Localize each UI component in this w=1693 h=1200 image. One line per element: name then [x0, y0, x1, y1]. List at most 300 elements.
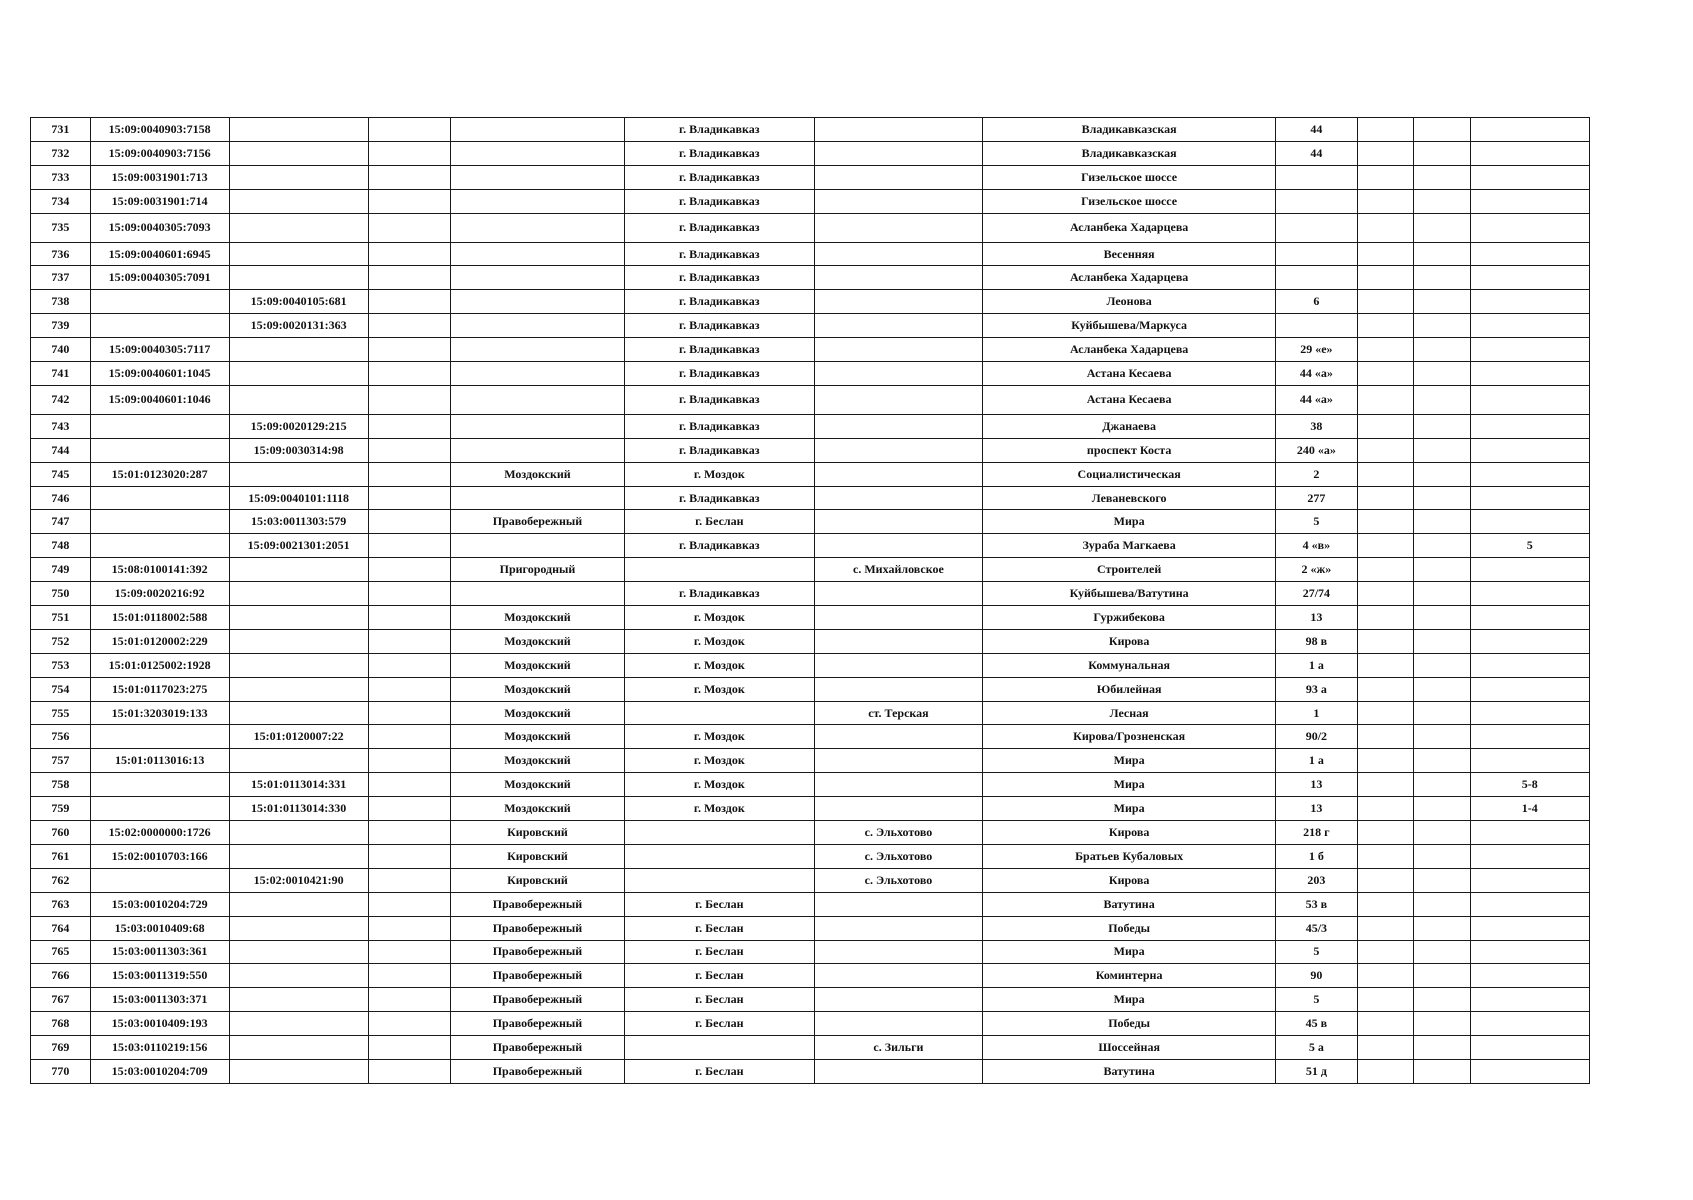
empty-cell [1357, 749, 1413, 773]
city-cell: г. Владикавказ [624, 118, 814, 142]
empty-cell [1414, 868, 1470, 892]
row-number: 754 [31, 677, 91, 701]
empty-cell [1357, 385, 1413, 414]
street-cell: Коминтерна [983, 964, 1276, 988]
table-row [31, 385, 1590, 414]
empty-cell [368, 582, 451, 606]
empty-cell [1414, 844, 1470, 868]
house-number-cell [1276, 242, 1357, 266]
district-cell [451, 189, 625, 213]
city-cell: г. Владикавказ [624, 414, 814, 438]
row-number: 765 [31, 940, 91, 964]
row-number: 732 [31, 141, 91, 165]
village-cell [814, 988, 982, 1012]
street-cell: Ватутина [983, 1059, 1276, 1083]
empty-cell [1357, 868, 1413, 892]
apartment-cell [1470, 558, 1589, 582]
city-cell [624, 821, 814, 845]
table-row [31, 773, 1590, 797]
cadastral-number: 15:09:0040903:7156 [90, 141, 229, 165]
cadastral-number-alt: 15:03:0011303:579 [229, 510, 368, 534]
cadastral-number-alt: 15:09:0020131:363 [229, 314, 368, 338]
street-cell: Зураба Магкаева [983, 534, 1276, 558]
village-cell [814, 964, 982, 988]
row-number: 753 [31, 653, 91, 677]
row-number: 762 [31, 868, 91, 892]
table-row [31, 558, 1590, 582]
village-cell [814, 385, 982, 414]
empty-cell [1414, 701, 1470, 725]
city-cell: г. Беслан [624, 988, 814, 1012]
apartment-cell [1470, 1012, 1589, 1036]
district-cell: Моздокский [451, 629, 625, 653]
city-cell [624, 558, 814, 582]
table-row [31, 821, 1590, 845]
village-cell [814, 462, 982, 486]
empty-cell [1357, 314, 1413, 338]
village-cell [814, 290, 982, 314]
cadastral-number-alt: 15:09:0040101:1118 [229, 486, 368, 510]
district-cell [451, 118, 625, 142]
street-cell: Владикавказская [983, 141, 1276, 165]
house-number-cell: 218 г [1276, 821, 1357, 845]
district-cell: Моздокский [451, 797, 625, 821]
district-cell: Правобережный [451, 916, 625, 940]
cadastral-number [90, 725, 229, 749]
village-cell [814, 165, 982, 189]
table-row [31, 534, 1590, 558]
empty-cell [368, 749, 451, 773]
cadastral-number: 15:03:0110219:156 [90, 1036, 229, 1060]
empty-cell [1414, 118, 1470, 142]
district-cell [451, 314, 625, 338]
empty-cell [1414, 242, 1470, 266]
cadastral-number: 15:03:0011303:371 [90, 988, 229, 1012]
row-number: 770 [31, 1059, 91, 1083]
street-cell: Юбилейная [983, 677, 1276, 701]
house-number-cell: 5 [1276, 510, 1357, 534]
village-cell [814, 1059, 982, 1083]
row-number: 738 [31, 290, 91, 314]
empty-cell [1414, 189, 1470, 213]
row-number: 743 [31, 414, 91, 438]
cadastral-number-alt: 15:01:0113014:331 [229, 773, 368, 797]
table-row [31, 1036, 1590, 1060]
empty-cell [368, 916, 451, 940]
empty-cell [368, 438, 451, 462]
row-number: 763 [31, 892, 91, 916]
cadastral-number: 15:08:0100141:392 [90, 558, 229, 582]
cadastral-number: 15:09:0020216:92 [90, 582, 229, 606]
row-number: 737 [31, 266, 91, 290]
row-number: 760 [31, 821, 91, 845]
street-cell: Строителей [983, 558, 1276, 582]
empty-cell [368, 773, 451, 797]
empty-cell [1414, 988, 1470, 1012]
village-cell [814, 1012, 982, 1036]
house-number-cell: 44 [1276, 141, 1357, 165]
empty-cell [1357, 510, 1413, 534]
cadastral-number-alt [229, 964, 368, 988]
district-cell: Правобережный [451, 1012, 625, 1036]
street-cell: Астана Кесаева [983, 362, 1276, 386]
street-cell: проспект Коста [983, 438, 1276, 462]
table-row [31, 118, 1590, 142]
empty-cell [1357, 1059, 1413, 1083]
table-row [31, 213, 1590, 242]
village-cell: с. Эльхотово [814, 821, 982, 845]
village-cell [814, 314, 982, 338]
empty-cell [1357, 141, 1413, 165]
row-number: 767 [31, 988, 91, 1012]
house-number-cell: 1 а [1276, 749, 1357, 773]
village-cell [814, 141, 982, 165]
city-cell: г. Беслан [624, 916, 814, 940]
city-cell: г. Владикавказ [624, 141, 814, 165]
empty-cell [368, 338, 451, 362]
district-cell: Правобережный [451, 988, 625, 1012]
cadastral-number-alt [229, 141, 368, 165]
district-cell [451, 165, 625, 189]
cadastral-number-alt: 15:01:0113014:330 [229, 797, 368, 821]
row-number: 736 [31, 242, 91, 266]
village-cell [814, 582, 982, 606]
city-cell: г. Владикавказ [624, 582, 814, 606]
cadastral-number-alt [229, 1012, 368, 1036]
empty-cell [1357, 773, 1413, 797]
city-cell: г. Владикавказ [624, 189, 814, 213]
table-row [31, 438, 1590, 462]
house-number-cell: 44 «а» [1276, 385, 1357, 414]
village-cell [814, 892, 982, 916]
empty-cell [1357, 821, 1413, 845]
city-cell: г. Владикавказ [624, 338, 814, 362]
row-number: 764 [31, 916, 91, 940]
empty-cell [368, 1059, 451, 1083]
cadastral-number-alt: 15:02:0010421:90 [229, 868, 368, 892]
street-cell: Лесная [983, 701, 1276, 725]
row-number: 750 [31, 582, 91, 606]
apartment-cell [1470, 1036, 1589, 1060]
empty-cell [1414, 314, 1470, 338]
table-row [31, 844, 1590, 868]
street-cell: Мира [983, 510, 1276, 534]
district-cell: Правобережный [451, 1036, 625, 1060]
empty-cell [1414, 964, 1470, 988]
table-row [31, 414, 1590, 438]
table-row [31, 510, 1590, 534]
empty-cell [1414, 290, 1470, 314]
cadastral-number-alt: 15:09:0030314:98 [229, 438, 368, 462]
apartment-cell [1470, 338, 1589, 362]
empty-cell [1414, 821, 1470, 845]
house-number-cell: 53 в [1276, 892, 1357, 916]
apartment-cell [1470, 414, 1589, 438]
district-cell: Пригородный [451, 558, 625, 582]
row-number: 768 [31, 1012, 91, 1036]
cadastral-number: 15:01:0125002:1928 [90, 653, 229, 677]
district-cell [451, 582, 625, 606]
village-cell [814, 629, 982, 653]
city-cell: г. Владикавказ [624, 314, 814, 338]
apartment-cell [1470, 314, 1589, 338]
empty-cell [368, 189, 451, 213]
street-cell: Мира [983, 749, 1276, 773]
cadastral-number-alt [229, 213, 368, 242]
apartment-cell [1470, 868, 1589, 892]
city-cell: г. Моздок [624, 797, 814, 821]
empty-cell [368, 821, 451, 845]
street-cell: Леваневского [983, 486, 1276, 510]
district-cell [451, 266, 625, 290]
empty-cell [1414, 677, 1470, 701]
village-cell [814, 653, 982, 677]
row-number: 733 [31, 165, 91, 189]
empty-cell [1357, 653, 1413, 677]
district-cell [451, 438, 625, 462]
cadastral-number-alt [229, 653, 368, 677]
cadastral-number: 15:02:0000000:1726 [90, 821, 229, 845]
cadastral-number: 15:03:0011303:361 [90, 940, 229, 964]
village-cell [814, 338, 982, 362]
house-number-cell: 5 а [1276, 1036, 1357, 1060]
cadastral-number: 15:09:0040601:1046 [90, 385, 229, 414]
district-cell [451, 290, 625, 314]
table-row [31, 314, 1590, 338]
empty-cell [1414, 1036, 1470, 1060]
street-cell: Мира [983, 988, 1276, 1012]
cadastral-number [90, 414, 229, 438]
apartment-cell [1470, 118, 1589, 142]
apartment-cell [1470, 189, 1589, 213]
apartment-cell [1470, 916, 1589, 940]
village-cell [814, 797, 982, 821]
cadastral-number [90, 868, 229, 892]
table-row [31, 606, 1590, 630]
row-number: 731 [31, 118, 91, 142]
table-row [31, 749, 1590, 773]
village-cell [814, 118, 982, 142]
empty-cell [1357, 844, 1413, 868]
district-cell: Моздокский [451, 749, 625, 773]
apartment-cell [1470, 892, 1589, 916]
table-row [31, 165, 1590, 189]
cadastral-number [90, 438, 229, 462]
table-row [31, 701, 1590, 725]
row-number: 748 [31, 534, 91, 558]
street-cell: Мира [983, 940, 1276, 964]
empty-cell [1357, 438, 1413, 462]
empty-cell [1357, 677, 1413, 701]
empty-cell [1357, 1036, 1413, 1060]
empty-cell [1414, 797, 1470, 821]
district-cell [451, 213, 625, 242]
row-number: 735 [31, 213, 91, 242]
empty-cell [1414, 629, 1470, 653]
cadastral-number: 15:09:0040601:6945 [90, 242, 229, 266]
district-cell: Моздокский [451, 701, 625, 725]
street-cell: Асланбека Хадарцева [983, 266, 1276, 290]
empty-cell [1357, 964, 1413, 988]
apartment-cell: 1-4 [1470, 797, 1589, 821]
village-cell [814, 534, 982, 558]
table-row [31, 892, 1590, 916]
empty-cell [1414, 213, 1470, 242]
city-cell: г. Моздок [624, 725, 814, 749]
empty-cell [368, 940, 451, 964]
empty-cell [1357, 582, 1413, 606]
house-number-cell: 13 [1276, 773, 1357, 797]
empty-cell [368, 118, 451, 142]
cadastral-number-alt: 15:09:0021301:2051 [229, 534, 368, 558]
house-number-cell: 98 в [1276, 629, 1357, 653]
district-cell [451, 362, 625, 386]
village-cell: с. Эльхотово [814, 844, 982, 868]
row-number: 739 [31, 314, 91, 338]
city-cell: г. Владикавказ [624, 385, 814, 414]
house-number-cell: 13 [1276, 797, 1357, 821]
house-number-cell: 277 [1276, 486, 1357, 510]
empty-cell [368, 141, 451, 165]
house-number-cell: 6 [1276, 290, 1357, 314]
district-cell: Кировский [451, 821, 625, 845]
street-cell: Астана Кесаева [983, 385, 1276, 414]
city-cell: г. Владикавказ [624, 362, 814, 386]
cadastral-number-alt [229, 701, 368, 725]
empty-cell [368, 653, 451, 677]
house-number-cell: 27/74 [1276, 582, 1357, 606]
empty-cell [368, 1012, 451, 1036]
apartment-cell [1470, 141, 1589, 165]
house-number-cell: 5 [1276, 940, 1357, 964]
cadastral-number-alt [229, 582, 368, 606]
house-number-cell: 13 [1276, 606, 1357, 630]
cadastral-number-alt [229, 266, 368, 290]
cadastral-number: 15:09:0031901:714 [90, 189, 229, 213]
house-number-cell: 51 д [1276, 1059, 1357, 1083]
empty-cell [1357, 462, 1413, 486]
empty-cell [1414, 582, 1470, 606]
city-cell [624, 868, 814, 892]
street-cell: Владикавказская [983, 118, 1276, 142]
empty-cell [1414, 438, 1470, 462]
row-number: 741 [31, 362, 91, 386]
street-cell: Победы [983, 1012, 1276, 1036]
apartment-cell [1470, 940, 1589, 964]
empty-cell [1414, 916, 1470, 940]
cadastral-number: 15:01:0120002:229 [90, 629, 229, 653]
empty-cell [1414, 749, 1470, 773]
row-number: 761 [31, 844, 91, 868]
district-cell: Моздокский [451, 725, 625, 749]
apartment-cell [1470, 988, 1589, 1012]
empty-cell [1414, 1059, 1470, 1083]
village-cell [814, 725, 982, 749]
empty-cell [368, 314, 451, 338]
cadastral-number: 15:09:0040305:7117 [90, 338, 229, 362]
empty-cell [1357, 1012, 1413, 1036]
street-cell: Кирова/Грозненская [983, 725, 1276, 749]
city-cell: г. Моздок [624, 606, 814, 630]
district-cell [451, 242, 625, 266]
empty-cell [1414, 486, 1470, 510]
village-cell: ст. Терская [814, 701, 982, 725]
empty-cell [1357, 242, 1413, 266]
house-number-cell: 1 б [1276, 844, 1357, 868]
city-cell: г. Беслан [624, 964, 814, 988]
apartment-cell [1470, 165, 1589, 189]
cadastral-number: 15:09:0040305:7093 [90, 213, 229, 242]
cadastral-number-alt [229, 242, 368, 266]
cadastral-number-alt [229, 940, 368, 964]
empty-cell [1357, 701, 1413, 725]
apartment-cell [1470, 242, 1589, 266]
district-cell: Моздокский [451, 653, 625, 677]
cadastral-number-alt [229, 844, 368, 868]
city-cell: г. Беслан [624, 1012, 814, 1036]
empty-cell [368, 462, 451, 486]
cadastral-number: 15:09:0040305:7091 [90, 266, 229, 290]
cadastral-number-alt [229, 385, 368, 414]
street-cell: Мира [983, 797, 1276, 821]
empty-cell [368, 844, 451, 868]
empty-cell [1357, 892, 1413, 916]
table-row [31, 868, 1590, 892]
empty-cell [368, 165, 451, 189]
city-cell: г. Владикавказ [624, 165, 814, 189]
cadastral-number [90, 486, 229, 510]
empty-cell [1414, 362, 1470, 386]
house-number-cell: 2 [1276, 462, 1357, 486]
cadastral-number: 15:03:0010204:709 [90, 1059, 229, 1083]
cadastral-number-alt [229, 462, 368, 486]
empty-cell [368, 1036, 451, 1060]
cadastral-number [90, 314, 229, 338]
table-row [31, 916, 1590, 940]
empty-cell [368, 242, 451, 266]
empty-cell [368, 868, 451, 892]
table-row [31, 629, 1590, 653]
street-cell: Кирова [983, 629, 1276, 653]
empty-cell [368, 892, 451, 916]
empty-cell [1414, 414, 1470, 438]
city-cell [624, 701, 814, 725]
registry-table [30, 117, 1590, 1084]
apartment-cell [1470, 462, 1589, 486]
cadastral-number-alt [229, 1036, 368, 1060]
empty-cell [1357, 940, 1413, 964]
house-number-cell: 203 [1276, 868, 1357, 892]
table-row [31, 677, 1590, 701]
street-cell: Кирова [983, 821, 1276, 845]
empty-cell [1357, 118, 1413, 142]
table-row [31, 141, 1590, 165]
table-row [31, 725, 1590, 749]
empty-cell [368, 629, 451, 653]
village-cell: с. Зильги [814, 1036, 982, 1060]
empty-cell [1357, 165, 1413, 189]
village-cell [814, 414, 982, 438]
empty-cell [1357, 414, 1413, 438]
empty-cell [1357, 558, 1413, 582]
apartment-cell [1470, 701, 1589, 725]
cadastral-number [90, 797, 229, 821]
district-cell [451, 486, 625, 510]
empty-cell [1414, 725, 1470, 749]
village-cell: с. Михайловское [814, 558, 982, 582]
house-number-cell: 44 [1276, 118, 1357, 142]
empty-cell [368, 486, 451, 510]
